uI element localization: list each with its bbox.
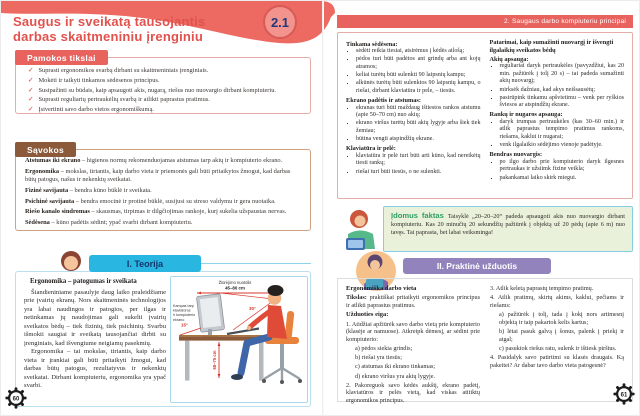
fatigue-list [490,159,625,182]
list-item: ▪ venk ilgalaikio sėdėjimo vienoje padėtyje. [500,142,625,150]
section-title-eyes: Akių apsauga: [489,55,529,63]
chapter-badge: 2.1 [263,5,297,39]
practice-step: 1. Atidžiai apžiūrėk savo darbo vietą prie kompiuterio (klasėje ar namuose). Atkreipk dėmesį, ar sėdint prie kompiuterio: [346,320,480,343]
list-item: ▪ daryk trumpas pertraukėles (kas 30–60 min.) ir atlik paprastus tempimo pratimus rankoms, riešams, kaklui ir nugarai; [500,119,625,142]
diagram-view-value: 45–80 cm [225,285,245,291]
principles-col-left [346,39,481,192]
goals-box [15,57,311,114]
list-item: ▪ pakankamai laiko skirk miegui. [500,175,625,183]
practice-col-right [490,285,624,395]
theory-banner-line [199,263,311,264]
concepts-box [15,149,311,231]
diagram-kampas-line1: Kampas tarp [173,304,194,308]
section-title-keyboard: Klaviatūra ir pelė: [346,145,396,153]
theory-paragraph-2: Ergonomika – tai mokslas, tiriantis, kaip darbo vieta ir įrankiai gali būti pritaikyti žmogui, kad darbas būtų patogus, rezultatyvus ir nekenktų sveikatai. Dirbant kompiuteriu, ergonomika yra ypač svarbi. [24,348,166,389]
practice-substep: a) pėdos siekia grindis; [355,345,413,353]
diagram-kampas-line3: ir kompiuterio [173,313,196,318]
list-item: ▪ mirksėk dažniau, kad akys neišsausėtų; [500,87,625,95]
list-item: ▪ pėdos turi būti padėtos ant grindų arba ant kojų atramos; [356,56,481,71]
ergonomics-diagram [170,276,308,403]
practice-substep: d) ekrano viršus yra akių lygyje. [355,372,436,380]
diagram-kampas-line4: ekrano [173,317,185,322]
goal-item [28,96,302,103]
eyes-list [490,63,625,110]
check-icon: ✓ [28,106,34,114]
practice-step: 4. Atlik pratimų, skirtų akims, kaklui, pečiams ir riešams: [490,294,624,309]
goal-text: Suprasti ergonomikos svarbą dirbant su skaitmeniniais įrenginiais. [38,67,209,74]
concept-term: Psichinė savijauta [25,197,75,205]
list-item: ▪ keliai turėtų būti sulenkti 90 laipsnių kampu; [356,72,481,80]
concept-entry [25,198,301,206]
concept-entry [25,219,301,227]
mascot-laptop-icon [343,207,381,253]
page-title [13,15,205,44]
page-title-line2: darbas skaitmeniniu įrenginiu [13,28,204,44]
principles-col-right [490,39,625,192]
theory-box [12,271,311,407]
tips-title: Patarimai, kaip sumažinti nuovargį ir išvengti ilgalaikių sveikatos bėdų [489,39,614,54]
concept-def: – kūno padėtis sėdint; ypač svarbi dirbant kompiuteriu. [51,219,193,227]
practice-substep: b) lėtai pasuk galvą į šonus, palenk į priekį ir atgal; [499,328,624,343]
concept-term: Riešo kanalo sindromas [25,208,90,216]
list-item: ▪ klaviatūra ir pelė turi būti arti kūno, kad nereikėtų tiesti rankų; [356,153,481,168]
screen-list [346,105,481,144]
theory-banner: I. Teorija [89,255,201,272]
practice-substep: b) riešai yra tiesūs; [355,354,402,362]
list-item: ▪ ekrano viršus turėtų būti akių lygyje arba šiek tiek žemiau; [356,120,481,135]
concept-entry [25,168,301,184]
section-title-hands: Rankų ir nugaros apsauga: [489,111,563,119]
goal-text: Susipažinti su būdais, kaip apsaugoti akis, nugarą, riešus nuo nuovargio dirbant kompiuteriu. [38,86,276,94]
concept-entry [25,187,301,195]
concept-def: – higienos normų rekomenduojamas atstumas tarp akių ir kompiuterio ekrano. [82,157,283,164]
practice-heading: Ergonomiška darbo vieta [346,285,417,292]
page-number-right: 61 [620,392,628,399]
list-item: ▪ būtina vengti atspindžių ekrane. [356,136,481,144]
practice-col-left [346,285,480,405]
check-icon: ✓ [28,67,34,74]
page-number-gear-right [613,383,635,405]
practice-box [337,278,633,405]
practice-step: 4. Pasidalyk savo patirtimi su klasės draugais. Ką pakeitei? Ar dabar tavo darbo vieta patogesnė? [490,353,624,369]
practice-banner: II. Praktinė užduotis [403,258,551,274]
diagram-keyboard-angle: 15° [181,322,188,328]
chapter-running-header: 2. Saugaus darbo kompiuteriu principai [337,15,633,28]
check-icon: ✓ [28,76,34,84]
concept-entry [25,208,301,216]
practice-substep: c) atstumas iki ekrano tinkamas; [355,363,436,371]
goal-text: Įsivertinti savo darbo vietos ergonomiškumą. [38,106,154,114]
fun-fact-label: Įdomus faktas [391,211,444,220]
concept-def: – bendra emocinė ir protinė būklė, susijusi su streso valdymu ir gera nuotaika. [75,197,276,205]
practice-step: 3. Atlik keletą paprastų tempimo pratimų. [490,285,594,292]
ergonomics-diagram-svg [171,277,307,402]
concept-entry [25,157,301,165]
goals-header: Pamokos tikslai [15,50,108,65]
concept-term: Sėdėsena [25,219,50,227]
fun-fact-text: Taisyklė „20–20–20“ padeda apsaugoti akis nuo nuovargio dirbant kompiuteriu. Kas 20 minučių 20 sekundžių pažiūrėk į objektą už 20 pėdų (apie 6 m) nuo tavęs. Tai paprasta, bet labai veiksminga! [391,213,625,236]
practice-substep: a) pažiūrėk į tolį, tada į kokį nors artimesnį objektą ir taip pakartok kelis kartus; [499,311,624,326]
diagram-kampas-line2: klaviatūros [173,308,191,313]
check-icon: ✓ [28,86,34,94]
concept-term: Fizinė savijauta [25,186,69,194]
list-item: ▪ po ilgo darbo prie kompiuterio daryk ilgesnes pertraukas ir užsiimk fizine veikla; [500,159,625,174]
practice-step: 2. Pakoreguok savo kėdės aukštį, ekrano padėtį, klaviatūros ir pelės vietą, kad viskas atitiktų ergonomikos principus. [346,381,480,405]
practice-goal-text: praktiškai pritaikyti ergonomikos principus ir atlikti paprastus pratimus. [346,294,480,309]
list-item: ▪ reguliariai daryk pertraukėles (pavyzdžiui, kas 20 min. pažiūrėk į tolį 20 s) – tai padeda sumažinti akių nuovargį; [500,63,625,86]
theory-paragraph-1: Šiandieniniame pasaulyje daug laiko praleidžiame prie įvairių ekranų. Nors skaitmeninės technologijos yra labai naudingos ir patogios, per ilgas ir netinkamas jų naudojimas gali sukelti įvairių sveikatos bėdų – tiek fizinių, tiek psichinių. Svarbu išmokti saugiai ir sveikatą tausojančiai dirbti su įrenginiais, kad išvengtume neigiamų pasekmių. [24,288,166,347]
concept-def: – skausmas, tirpimas ir dilgčiojimas rankoje, kurį sukelia užspaustas nervas. [91,208,287,216]
section-title-sitting: Tinkama sėdėsena: [346,40,398,48]
concept-def: – bendra kūno būklė ir sveikata. [69,186,152,194]
diagram-desk-height: 68–75 cm [212,350,217,370]
hands-list [490,119,625,150]
page-number-gear-left [5,387,27,409]
principles-box [337,32,633,199]
page-gutter [322,1,324,416]
concept-def: – mokslas, tiriantis, kaip darbo vieta ir priemonės gali būti pritaikytos žmogui, kad darbas būtų patogus, našus ir nekenktų sveikatai. [25,167,291,183]
fun-fact-box [383,206,633,252]
concepts-header: Sąvokos [15,142,76,157]
keyboard-list [346,153,481,176]
goal-text: Suprasti reguliarių pertraukėlių svarbą ir atlikti paprastus pratimus. [38,96,210,104]
practice-goal [346,294,480,309]
sitting-list [346,48,481,95]
page-title-line1: Saugus ir sveikatą tausojantis [13,14,206,29]
theory-heading: Ergonomika – patogumas ir sveikata [30,278,137,285]
section-title-fatigue: Bendras nuovargis: [489,151,543,159]
goal-item [28,77,302,84]
list-item: ▪ pasirūpink tinkamu apšvietimu – venk per ryškios šviesos ar atspindžių ekrane. [500,95,625,110]
list-item: ▪ ekranas turi būti maždaug ištiestos rankos atstumu (apie 50–70 cm) nuo akių; [356,105,481,120]
theory-text [24,278,166,391]
practice-goal-label: Tikslas: [346,294,367,302]
concept-term: Ergonomika [25,167,60,175]
concept-term: Atstumas iki ekrano [25,157,81,164]
list-item: ▪ riešai turi būti tiesūs, o ne sulenkti. [356,169,481,177]
list-item: ▪ alkūnės turėtų būti sulenktos 90 laipsnių kampu, o riešai, dirbant klaviatūra ir pele, – tiesūs. [356,80,481,95]
right-page [325,1,640,416]
list-item: ▪ sėdėti reikia tiesiai, atsirėmus į kėdės atlošą; [356,48,481,56]
page-number-left: 60 [12,396,20,403]
practice-flow-label: Užduoties eiga: [346,311,389,319]
goal-text: Mokėti ir taikyti tinkamos sėdėsenos principus. [38,76,160,84]
diagram-view-label: Žiūrėjimo nuotolis [218,280,252,285]
goal-item [28,106,302,113]
diagram-view-angle: 30° [249,306,256,311]
check-icon: ✓ [28,96,34,104]
section-title-screen: Ekrano padėtis ir atstumas: [346,96,421,104]
goal-item [28,87,302,94]
practice-substep: c) pasukiok riešus ratu, sulenk ir ištiesk pirštus. [499,344,617,352]
goal-item [28,67,302,74]
